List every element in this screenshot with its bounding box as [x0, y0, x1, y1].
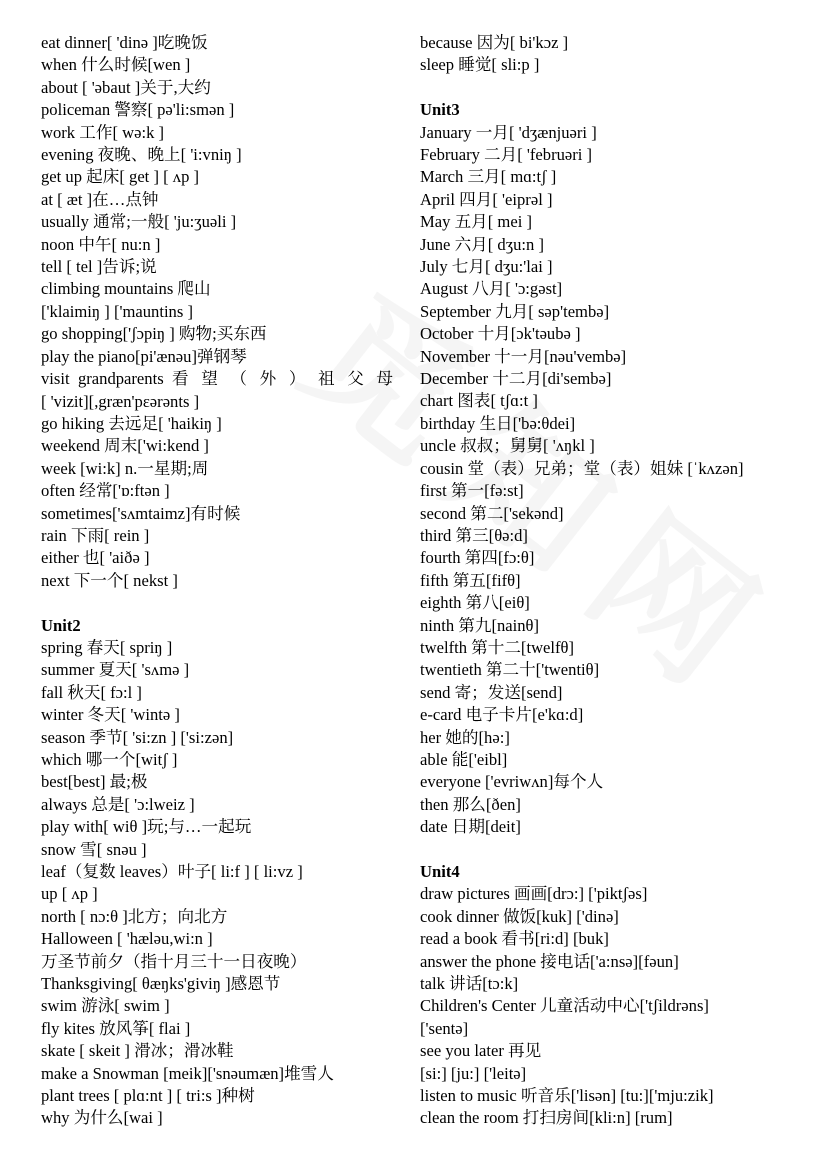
vocab-entry: skate [ skeit ] 滑冰；滑冰鞋	[41, 1041, 234, 1061]
vocab-entry: rain 下雨[ rein ]	[41, 525, 150, 545]
vocab-entry: January 一月[ 'dʒænjuəri ]	[420, 122, 597, 142]
vocab-entry: see you later 再见	[420, 1041, 542, 1061]
vocab-entry: leaf（复数 leaves）叶子[ li:f ] [ li:vz ]	[41, 862, 303, 882]
vocab-entry: Halloween [ 'hæləu,wi:n ]	[41, 929, 213, 949]
vocab-entry: go hiking 去远足[ 'haikiŋ ]	[41, 413, 222, 433]
vocab-entry: date 日期[deit]	[420, 817, 521, 837]
vocab-entry: March 三月[ mɑ:tʃ ]	[420, 167, 557, 187]
vocab-entry: November 十一月[nəu'vembə]	[420, 346, 627, 366]
vocab-entry: get up 起床[ get ] [ ʌp ]	[41, 167, 200, 187]
spacer	[420, 839, 790, 861]
vocab-entry: September 九月[ səp'tembə]	[420, 301, 610, 321]
vocab-entry: August 八月[ 'ɔ:gəst]	[420, 279, 563, 299]
vocab-entry: up [ ʌp ]	[41, 884, 98, 904]
vocab-entry: everyone ['evriwʌn]每个人	[420, 772, 604, 792]
vocab-entry: May 五月[ mei ]	[420, 212, 532, 232]
vocab-entry: able 能['eibl]	[420, 749, 508, 769]
vocab-entry: sometimes['sʌmtaimz]有时候	[41, 503, 241, 523]
vocab-entry: 万圣节前夕（指十月三十一日夜晚）	[41, 951, 307, 971]
vocab-entry: e-card 电子卡片[e'kɑ:d]	[420, 705, 584, 725]
vocab-entry: clean the room 打扫房间[kli:n] [rum]	[420, 1108, 673, 1128]
vocab-entry: weekend 周末['wi:kend ]	[41, 436, 209, 456]
vocab-entry: send 寄；发送[send]	[420, 682, 563, 702]
vocab-entry: read a book 看书[ri:d] [buk]	[420, 929, 609, 949]
vocab-entry: because 因为[ bi'kɔz ]	[420, 33, 569, 52]
vocab-entry: ninth 第九[nainθ]	[420, 615, 540, 635]
vocab-entry: summer 夏天[ 'sʌmə ]	[41, 660, 190, 680]
vocab-entry: June 六月[ dʒu:n ]	[420, 234, 544, 254]
vocab-entry: play the piano[pi'ænəu]弹钢琴	[41, 346, 247, 366]
vocab-entry: why 为什么[wai ]	[41, 1108, 163, 1128]
vocab-entry: spring 春天[ spriŋ ]	[41, 637, 173, 657]
vocab-entry: her 她的[hə:]	[420, 727, 510, 747]
spacer	[41, 592, 393, 614]
vocab-entry: April 四月[ 'eiprəl ]	[420, 189, 553, 209]
vocab-entry: eat dinner[ 'dinə ]吃晚饭	[41, 33, 208, 52]
unit-heading: Unit2	[41, 615, 81, 635]
vocab-entry: twentieth 第二十['twentiθ]	[420, 660, 600, 680]
vocab-entry: fifth 第五[fifθ]	[420, 570, 521, 590]
vocab-entry: draw pictures 画画[drɔ:] ['piktʃəs]	[420, 884, 648, 904]
vocab-entry: sleep 睡觉[ sli:p ]	[420, 55, 540, 75]
vocab-entry: Thanksgiving[ θæŋks'giviŋ ]感恩节	[41, 974, 281, 994]
vocab-entry: Children's Center 儿童活动中心['tʃildrəns]	[420, 996, 709, 1016]
vocab-entry: [si:] [ju:] ['leitə]	[420, 1063, 527, 1083]
vocab-entry: go shopping['ʃɔpiŋ ] 购物;买东西	[41, 324, 267, 344]
vocab-entry: chart 图表[ tʃɑ:t ]	[420, 391, 538, 411]
vocab-entry: season 季节[ 'si:zn ] ['si:zən]	[41, 727, 234, 747]
vocab-entry: December 十二月[di'sembə]	[420, 369, 612, 389]
vocab-entry: cook dinner 做饭[kuk] ['dinə]	[420, 906, 619, 926]
vocab-entry: play with[ wiθ ]玩;与…一起玩	[41, 817, 252, 837]
vocab-entry: winter 冬天[ 'wintə ]	[41, 705, 180, 725]
vocab-entry: ['klaimiŋ ] ['mauntins ]	[41, 301, 193, 321]
vocab-entry: policeman 警察[ pə'li:smən ]	[41, 100, 235, 120]
vocab-entry: at [ æt ]在…点钟	[41, 189, 159, 209]
vocab-entry: first 第一[fə:st]	[420, 481, 524, 501]
vocab-entry: either 也[ 'aiðə ]	[41, 548, 150, 568]
vocab-entry: north [ nɔ:θ ]北方；向北方	[41, 906, 228, 926]
vocab-entry: answer the phone 接电话['a:nsə][fəun]	[420, 951, 679, 971]
vocab-entry: swim 游泳[ swim ]	[41, 996, 170, 1016]
vocab-entry: best[best] 最;极	[41, 772, 148, 792]
vocab-entry: next 下一个[ nekst ]	[41, 570, 178, 590]
vocab-entry: February 二月[ 'februəri ]	[420, 145, 593, 165]
vocab-entry: listen to music 听音乐['lisən] [tu:]['mju:zik]	[420, 1086, 714, 1106]
vocab-entry: which 哪一个[witʃ ]	[41, 749, 178, 769]
vocab-entry: uncle 叔叔；舅舅[ 'ʌŋkl ]	[420, 436, 595, 456]
vocab-entry: July 七月[ dʒu:'lai ]	[420, 257, 553, 277]
vocab-entry: fly kites 放风筝[ flai ]	[41, 1018, 191, 1038]
vocab-entry: then 那么[ðen]	[420, 794, 521, 814]
vocab-entry: [ 'vizit][,græn'pεərənts ]	[41, 391, 200, 411]
right-column	[420, 32, 790, 1130]
vocab-entry: birthday 生日['bə:θdei]	[420, 413, 576, 433]
vocab-entry: week [wi:k] n.一星期;周	[41, 458, 209, 478]
vocab-entry: eighth 第八[eiθ]	[420, 593, 530, 613]
vocab-entry: cousin 堂（表）兄弟；堂（表）姐妹 [ˈkʌzən]	[420, 458, 744, 478]
vocab-entry: noon 中午[ nu:n ]	[41, 234, 161, 254]
vocab-entry: about [ 'əbaut ]关于,大约	[41, 77, 211, 97]
vocab-entry: evening 夜晚、晚上[ 'i:vniŋ ]	[41, 145, 242, 165]
vocab-entry: plant trees [ plɑ:nt ] [ tri:s ]种树	[41, 1086, 255, 1106]
vocab-entry: twelfth 第十二[twelfθ]	[420, 637, 575, 657]
vocab-entry: usually 通常;一般[ 'ju:ʒuəli ]	[41, 212, 237, 232]
vocab-entry: fourth 第四[fɔ:θ]	[420, 548, 535, 568]
vocab-entry: snow 雪[ snəu ]	[41, 839, 147, 859]
vocab-entry: visit grandparents 看 望 （ 外 ） 祖 父 母	[41, 369, 393, 389]
vocab-entry: tell [ tel ]告诉;说	[41, 257, 157, 277]
vocab-entry: climbing mountains 爬山	[41, 279, 211, 299]
vocab-entry: third 第三[θə:d]	[420, 525, 528, 545]
unit-heading: Unit3	[420, 100, 460, 120]
vocab-entry: always 总是[ 'ɔ:lweiz ]	[41, 794, 195, 814]
vocab-entry: work 工作[ wə:k ]	[41, 122, 165, 142]
vocab-entry: often 经常['ɒ:ftən ]	[41, 481, 170, 501]
vocab-entry: ['sentə]	[420, 1018, 469, 1038]
vocab-entry: when 什么时候[wen ]	[41, 55, 191, 75]
left-column	[41, 32, 393, 1130]
vocab-entry: fall 秋天[ fɔ:l ]	[41, 682, 142, 702]
unit-heading: Unit4	[420, 862, 460, 881]
vocab-entry: make a Snowman [meik]['snəumæn]堆雪人	[41, 1063, 334, 1083]
vocab-entry: October 十月[ɔk'təubə ]	[420, 324, 581, 344]
spacer	[420, 77, 790, 99]
vocab-entry: second 第二['sekənd]	[420, 503, 564, 523]
vocab-entry: talk 讲话[tɔ:k]	[420, 974, 519, 994]
